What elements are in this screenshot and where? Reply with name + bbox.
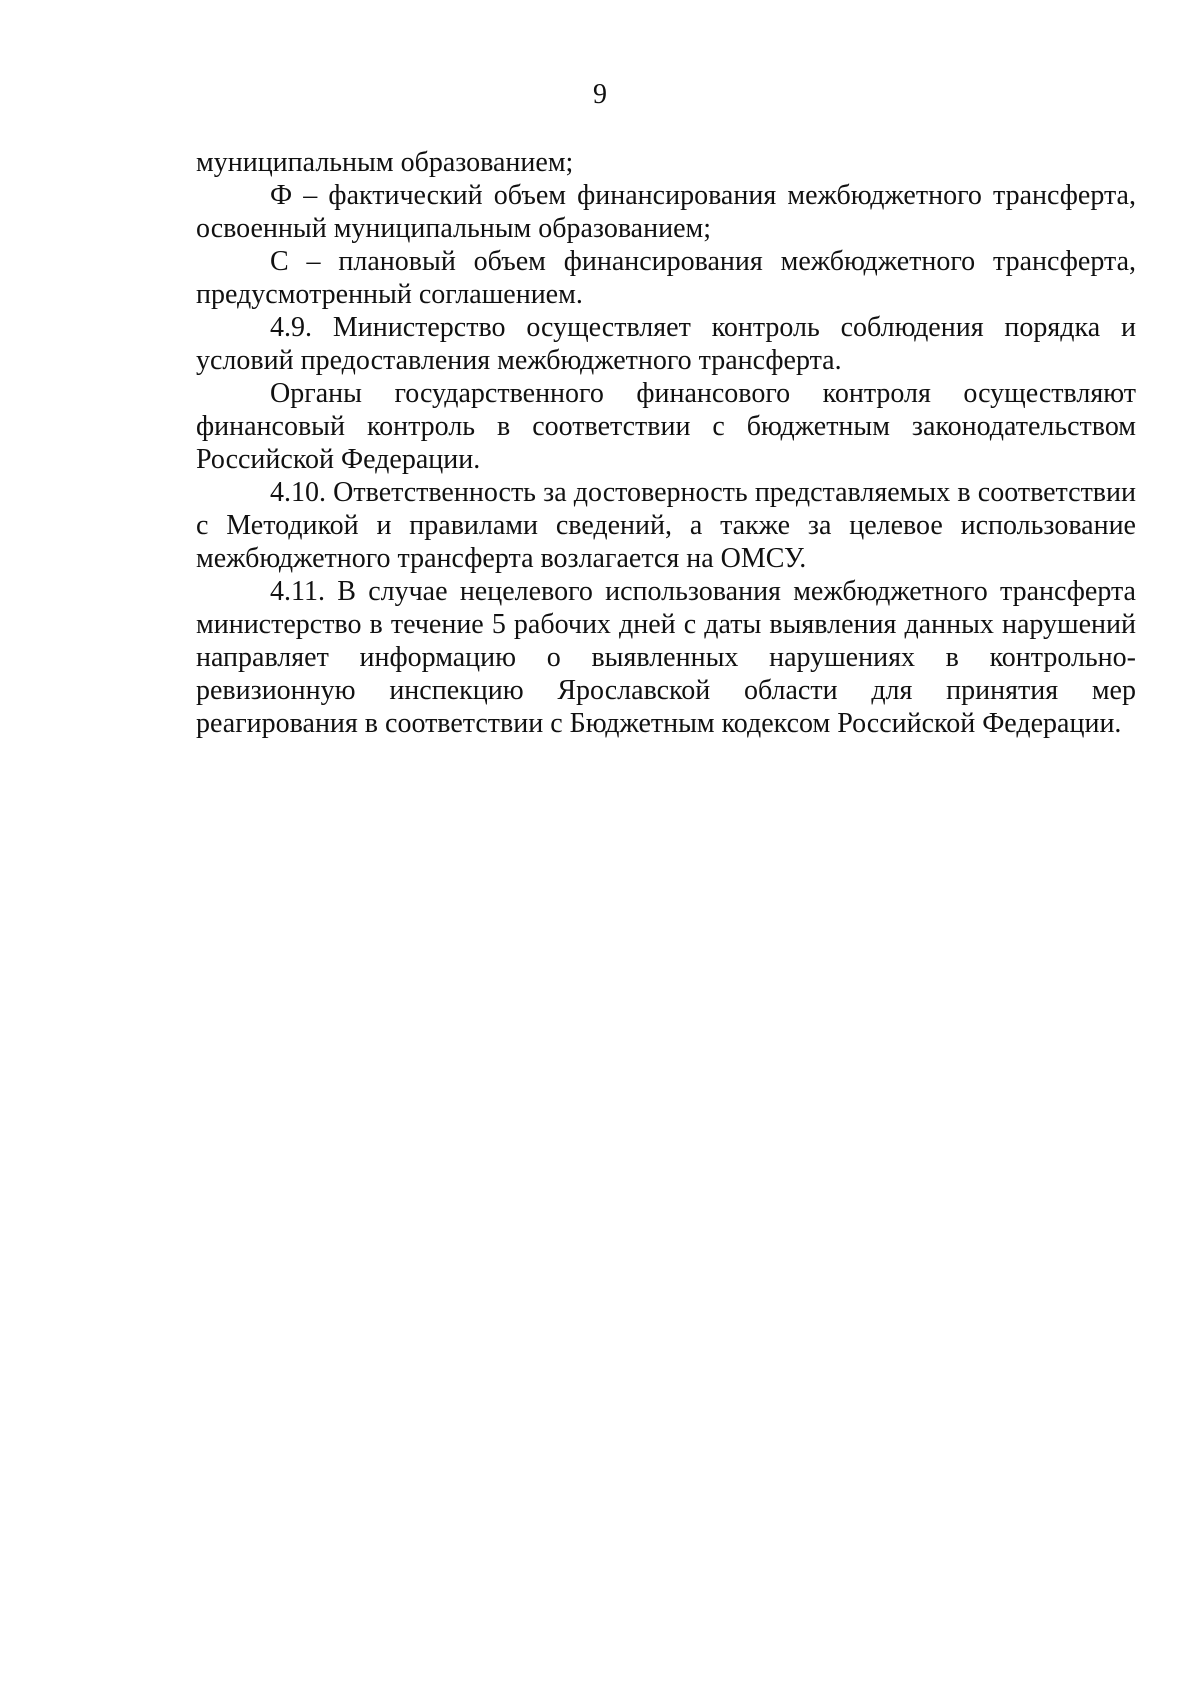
paragraph-definition-c: С – плановый объем финансирования межбюджетного трансферта, предусмотренный соглашением. bbox=[196, 246, 1136, 310]
paragraph-clause-4-11: 4.11. В случае нецелевого использования межбюджетного трансферта министерство в течение 5 рабочих дней с даты выявления данных нарушений направляет информацию о выявленных нарушениях в контрольно-ревизионную инспекцию Ярославской области для принятия мер реагирования в соответствии с Бюджетным кодексом Российской Федерации. bbox=[196, 576, 1136, 739]
paragraph-definition-f: Ф – фактический объем финансирования межбюджетного трансферта, освоенный муниципальным образованием; bbox=[196, 180, 1136, 244]
document-body bbox=[196, 146, 1136, 740]
paragraph-clause-4-10: 4.10. Ответственность за достоверность представляемых в соответствии с Методикой и правилами сведений, а также за целевое использование межбюджетного трансферта возлагается на ОМСУ. bbox=[196, 477, 1136, 574]
page-number: 9 bbox=[593, 79, 607, 110]
paragraph-continuation: муниципальным образованием; bbox=[196, 147, 574, 178]
paragraph-financial-control: Органы государственного финансового контроля осуществляют финансовый контроль в соответствии с бюджетным законодательством Российской Федерации. bbox=[196, 378, 1136, 475]
paragraph-clause-4-9: 4.9. Министерство осуществляет контроль соблюдения порядка и условий предоставления межбюджетного трансферта. bbox=[196, 312, 1136, 376]
